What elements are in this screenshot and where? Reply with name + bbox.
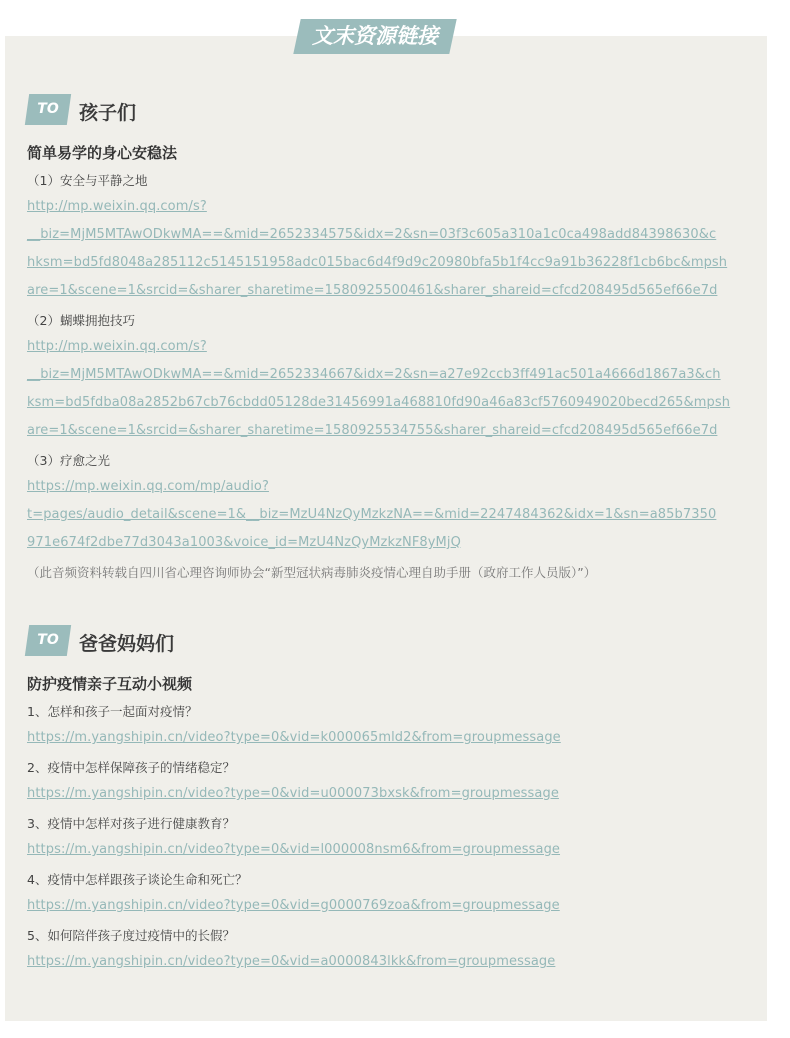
- source-note: （此音频资料转载自四川省心理咨询师协会“新型冠状病毒肺炎疫情心理自助手册（政府工作人员版）”）: [27, 565, 597, 580]
- video-link[interactable]: https://m.yangshipin.cn/video?type=0&vid=l000008nsm6&from=groupmessage: [27, 842, 561, 857]
- resource-link[interactable]: ksm=bd5fdba08a2852b67cb76cbdd05128de31456991a468810fd90a46a83cf5760949020becd265&mpsh: [27, 395, 731, 410]
- resource-link[interactable]: 971e674f2dbe77d3043a1003&voice_id=MzU4NzQyMzkzNF8yMjQ: [27, 535, 461, 550]
- video-link[interactable]: https://m.yangshipin.cn/video?type=0&vid=a0000843lkk&from=groupmessage: [27, 954, 556, 969]
- resource-link[interactable]: __biz=MjM5MTAwODkwMA==&mid=2652334667&idx=2&sn=a27e92ccb3ff491ac501a4666d1867a3&ch: [27, 367, 721, 382]
- item-label: 4、疫情中怎样跟孩子谈论生命和死亡？: [27, 872, 248, 887]
- resource-link[interactable]: hksm=bd5fd8048a285112c5145151958adc015bac6d4f9d9c20980bfa5b1f4cc9a91b36228f1cb6bc&mpsh: [27, 255, 728, 270]
- video-link[interactable]: https://m.yangshipin.cn/video?type=0&vid=u000073bxsk&from=groupmessage: [27, 786, 559, 801]
- video-link[interactable]: https://m.yangshipin.cn/video?type=0&vid=g0000769zoa&from=groupmessage: [27, 898, 560, 913]
- resource-link[interactable]: are=1&scene=1&srcid=&sharer_sharetime=1580925534755&sharer_shareid=cfcd208495d565ef66e7d: [27, 423, 718, 438]
- resource-link[interactable]: http://mp.weixin.qq.com/s?: [27, 199, 207, 214]
- resource-link[interactable]: are=1&scene=1&srcid=&sharer_sharetime=1580925500461&sharer_shareid=cfcd208495d565ef66e7d: [27, 283, 718, 298]
- item-label: 5、如何陪伴孩子度过疫情中的长假？: [27, 928, 235, 943]
- subheading-calm-methods: 简单易学的身心安稳法: [27, 144, 178, 162]
- page-title: 文末资源链接: [312, 24, 438, 48]
- video-link[interactable]: https://m.yangshipin.cn/video?type=0&vid=k000065mld2&from=groupmessage: [27, 730, 561, 745]
- resource-link[interactable]: https://mp.weixin.qq.com/mp/audio?: [27, 479, 269, 494]
- subheading-videos: 防护疫情亲子互动小视频: [27, 675, 193, 693]
- item-label: 1、怎样和孩子一起面对疫情？: [27, 704, 198, 719]
- content-panel: [5, 36, 767, 1021]
- item-label: 3、疫情中怎样对孩子进行健康教育？: [27, 816, 235, 831]
- section-heading-parents: 爸爸妈妈们: [79, 633, 175, 655]
- item-label: （1）安全与平静之地: [27, 173, 148, 188]
- section-heading-children: 孩子们: [79, 102, 137, 124]
- item-label: 2、疫情中怎样保障孩子的情绪稳定？: [27, 760, 235, 775]
- item-label: （2）蝴蝶拥抱技巧: [27, 313, 135, 328]
- resource-link[interactable]: __biz=MjM5MTAwODkwMA==&mid=2652334575&idx=2&sn=03f3c605a310a1c0ca498add84398630&c: [27, 227, 717, 242]
- item-label: （3）疗愈之光: [27, 453, 110, 468]
- to-badge: TO: [37, 632, 59, 648]
- to-badge: TO: [37, 101, 59, 117]
- resource-link[interactable]: t=pages/audio_detail&scene=1&__biz=MzU4NzQyMzkzNA==&mid=2247484362&idx=1&sn=a85b7350: [27, 507, 717, 522]
- resource-link[interactable]: http://mp.weixin.qq.com/s?: [27, 339, 207, 354]
